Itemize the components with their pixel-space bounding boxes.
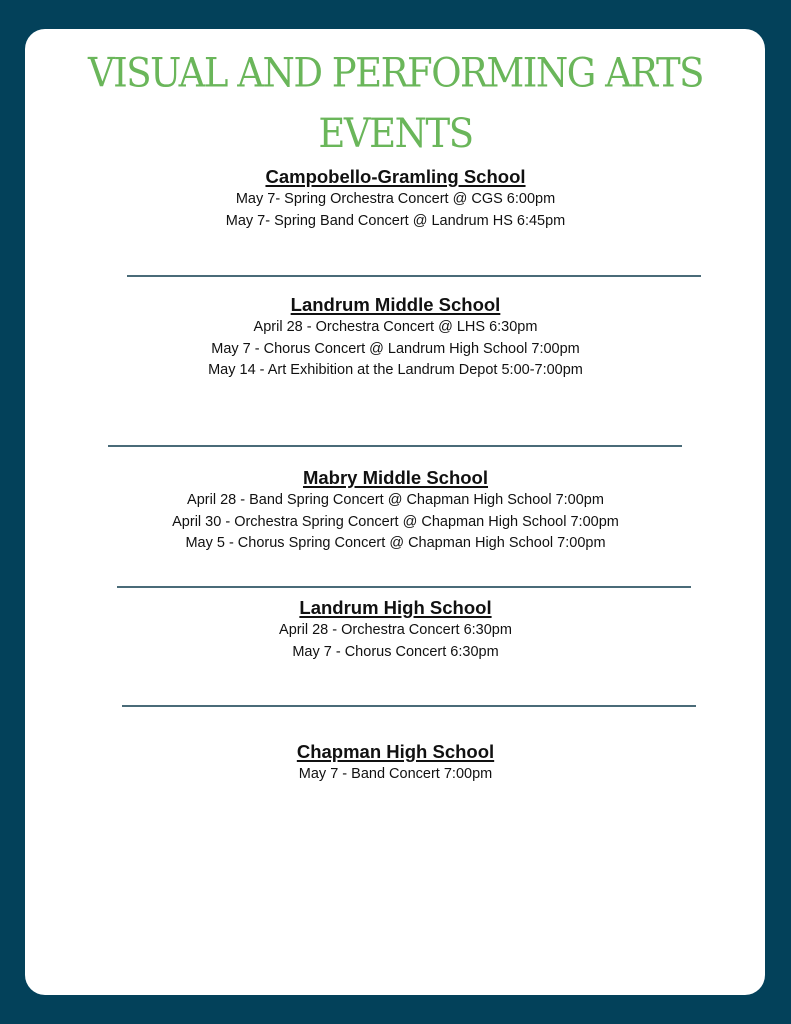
school-heading: Landrum High School (299, 597, 492, 618)
event-item: May 7 - Band Concert 7:00pm (298, 766, 493, 782)
section-campobello-gramling (0, 165, 791, 232)
event-item: May 7 - Chorus Concert 6:30pm (292, 643, 499, 660)
event-item: April 30 - Orchestra Spring Concert @ Chapman High School 7:00pm (172, 513, 619, 530)
school-heading: Chapman High School (296, 741, 495, 762)
section-divider (117, 586, 691, 588)
page-title-line-2: EVENTS (318, 110, 473, 157)
section-divider (122, 705, 696, 707)
event-item: April 28 - Orchestra Concert @ LHS 6:30pm (253, 319, 538, 335)
event-item: May 7- Spring Orchestra Concert @ CGS 6:00pm (235, 191, 556, 207)
section-landrum-high (0, 596, 791, 663)
event-item: May 5 - Chorus Spring Concert @ Chapman High School 7:00pm (185, 535, 606, 551)
event-item: April 28 - Orchestra Concert 6:30pm (279, 622, 512, 638)
page-title (0, 44, 791, 165)
section-landrum-middle (0, 293, 791, 382)
event-item: May 7- Spring Band Concert @ Landrum HS 6:45pm (225, 212, 566, 229)
school-heading: Landrum Middle School (290, 294, 501, 315)
section-divider (108, 445, 682, 447)
event-item: May 7 - Chorus Concert @ Landrum High School 7:00pm (211, 340, 580, 357)
event-item: April 28 - Band Spring Concert @ Chapman High School 7:00pm (187, 492, 604, 508)
section-chapman-high (0, 740, 791, 786)
event-item: May 14 - Art Exhibition at the Landrum Depot 5:00-7:00pm (208, 362, 583, 378)
page-title-line-1: VISUAL AND PERFORMING ARTS (87, 49, 704, 97)
section-mabry-middle (0, 466, 791, 555)
school-heading: Mabry Middle School (302, 467, 489, 488)
school-heading: Campobello-Gramling School (265, 166, 526, 187)
section-divider (127, 275, 701, 277)
